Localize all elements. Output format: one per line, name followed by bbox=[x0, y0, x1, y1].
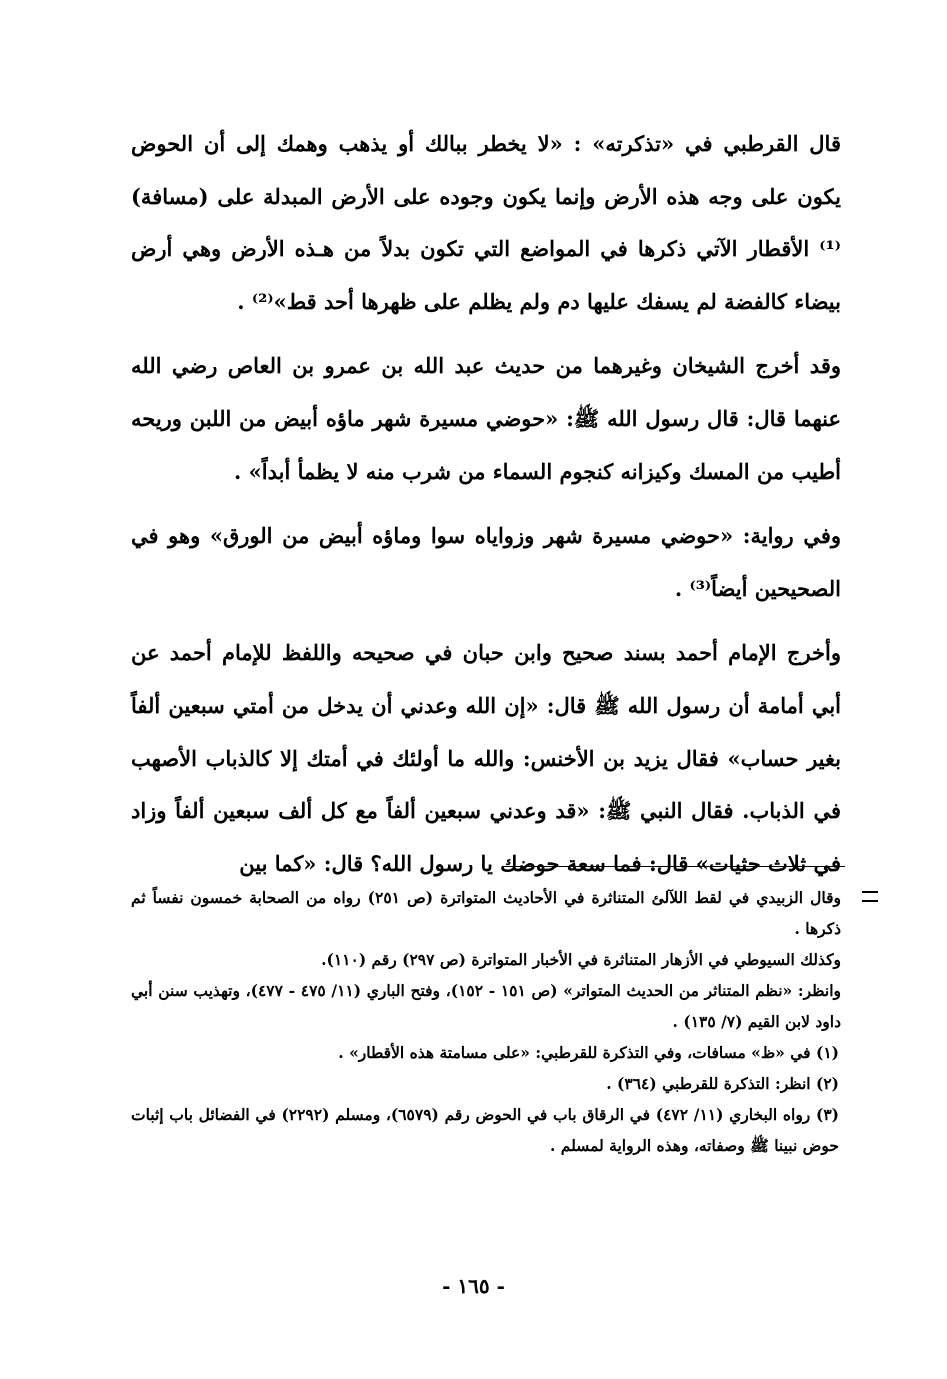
footnote-continued-suyuti: وكذلك السيوطي في الأزهار المتناثرة في الأخبار المتواترة (ص ٢٩٧) رقم (١١٠). bbox=[321, 950, 841, 969]
paragraph-imam-ahmad: وأخرج الإمام أحمد بسند صحيح وابن حبان في صحيحه واللفظ للإمام أحمد عن أبي أمامة أن رسول الله ﷺ قال: «إن الله وعدني أن يدخل من أمتي سبعين ألفاً بغير حساب» فقال يزيد بن الأخنس: والله ما أولئك في أمتك إلا كالذباب الأصهب في الذباب. فقال النبي ﷺ: «قد وعدني سبعين ألفاً مع كل ألف سبعين ألفاً وزاد في ثلاث حثيات» قال: فما سعة حوضك يا رسول الله؟ قال: «كما بين bbox=[131, 640, 841, 876]
footnote-continued-zabidi: وقال الزبيدي في لقط اللآلئ المتناثرة في الأحاديث المتواترة (ص ٢٥١) رواه من الصحابة خمسون نفساً ثم ذكرها . bbox=[131, 888, 841, 938]
continuation-mark bbox=[862, 891, 878, 902]
main-text bbox=[131, 118, 841, 890]
paragraph-riwayah: وفي رواية: «حوضي مسيرة شهر وزواياه سوا وماؤه أبيض من الورق» وهو في الصحيحين أيضاً⁽³⁾ . bbox=[131, 523, 841, 601]
footnote-1: (١) في «ظ» مسافات، وفي التذكرة للقرطبي: «على مسامتة هذه الأقطار» . bbox=[338, 1043, 839, 1062]
page-number: - ١٦٥ - bbox=[442, 1274, 505, 1298]
paragraph-qurtubi: قال القرطبي في «تذكرته» : «لا يخطر ببالك أو يذهب وهمك إلى أن الحوض يكون على وجه هذه الأرض وإنما يكون وجوده على الأرض المبدلة على (مسافة)⁽¹⁾ الأقطار الآتي ذكرها في المواضع التي تكون بدلاً من هـذه الأرض وهي أرض بيضاء كالفضة لم يسفك عليها دم ولم يظلم على ظهرها أحد قط»⁽²⁾ . bbox=[131, 131, 841, 314]
footnote-continued-references: وانظر: «نظم المتناثر من الحديث المتواتر» (ص ١٥١ - ١٥٢)، وفتح الباري (١١/ ٤٧٥ - ٤٧٧)، وتهذيب سنن أبي داود لابن القيم (٧/ ١٣٥) . bbox=[131, 981, 841, 1031]
footnotes bbox=[131, 882, 841, 1161]
paragraph-shaykhan-hadith: وقد أخرج الشيخان وغيرهما من حديث عبد الله بن عمرو بن العاص رضي الله عنهما قال: قال رسول الله ﷺ: «حوضي مسيرة شهر ماؤه أبيض من اللبن وريحه أطيب من المسك وكيزانه كنجوم السماء من شرب منه لا يظمأ أبداً» . bbox=[131, 353, 841, 484]
footnote-2: (٢) انظر: التذكرة للقرطبي (٣٦٤) . bbox=[606, 1074, 839, 1093]
footnote-3: (٣) رواه البخاري (١١/ ٤٧٢) في الرقاق باب في الحوض رقم (٦٥٧٩)، ومسلم (٢٢٩٢) في الفضائل باب إثبات حوض نبينا ﷺ وصفاته، وهذه الرواية لمسلم . bbox=[131, 1105, 839, 1155]
footnote-separator bbox=[502, 866, 845, 867]
